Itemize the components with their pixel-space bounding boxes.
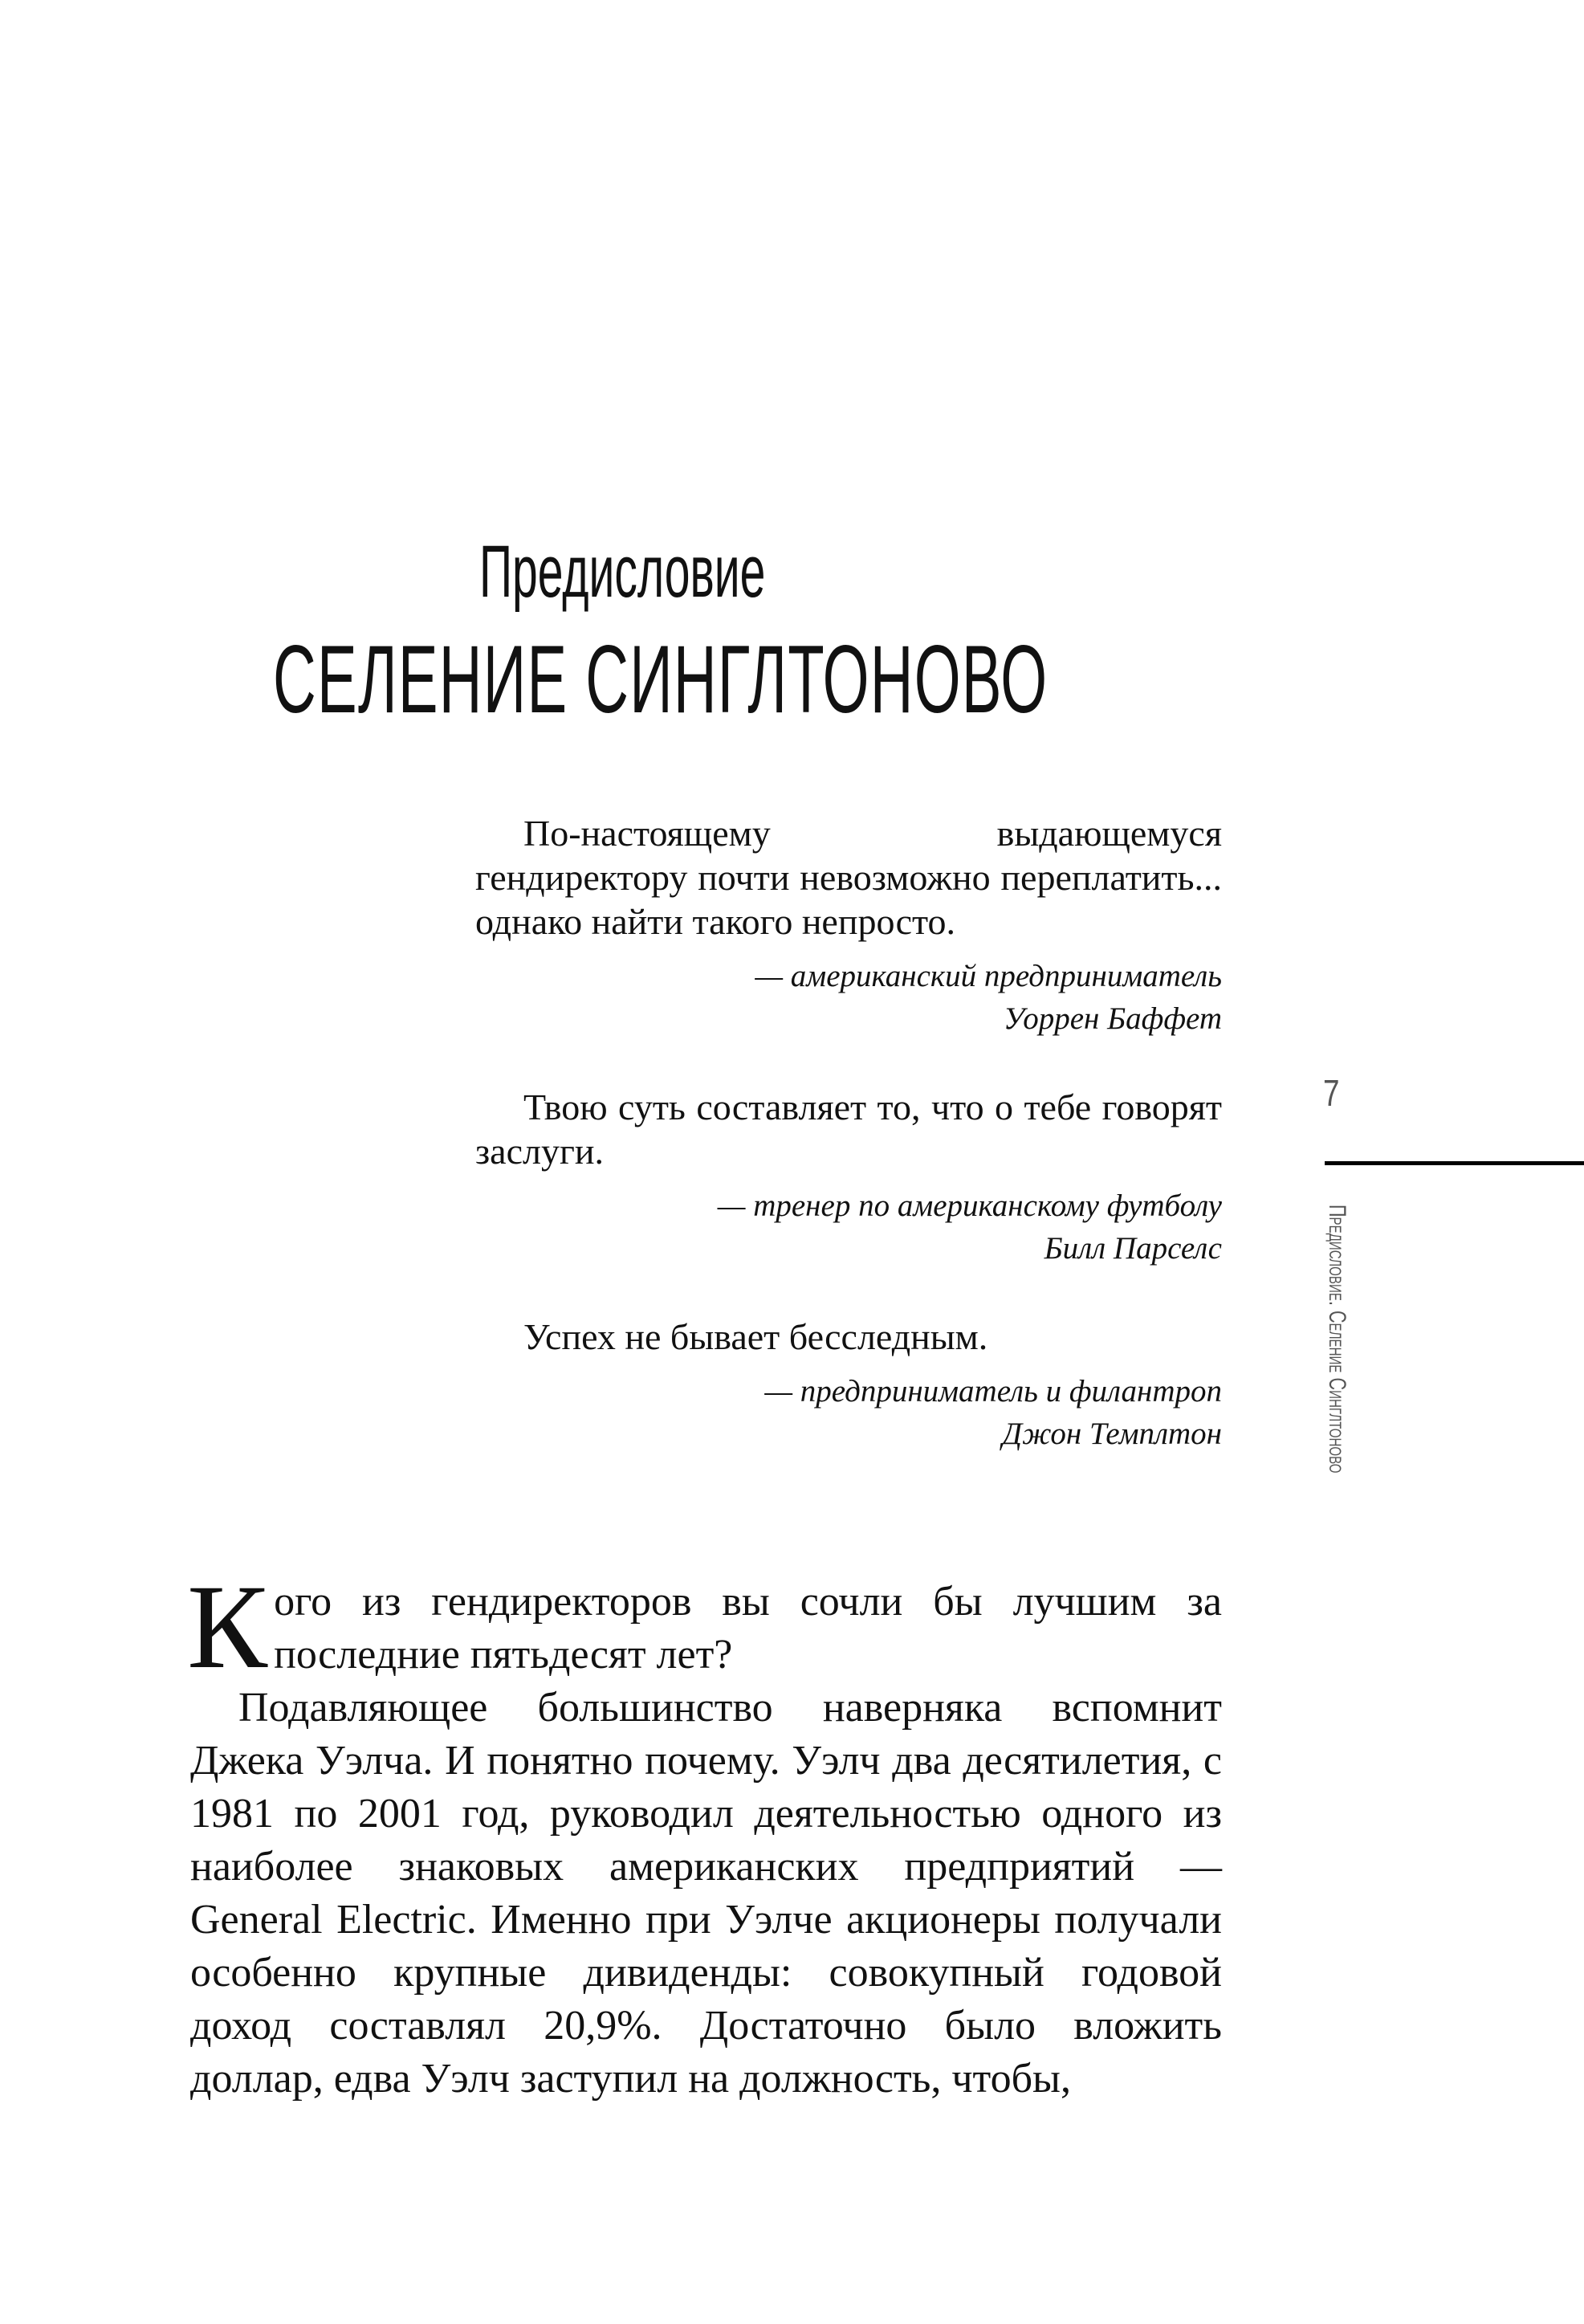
epigraph-attribution	[475, 955, 1222, 1040]
epigraph-text: Твою суть составляет то, что о тебе говорят заслуги.	[475, 1087, 1222, 1172]
body-paragraph	[187, 1560, 1222, 1694]
epigraph	[475, 1315, 1222, 1455]
body-paragraph: Подавляющее большинство наверняка вспомнит Джека Уэлча. И понятно почему. Уэлч два десятилетия, с 1981 по 2001 год, руководил деятельностью одного из наиболее знаковых американских предприятий — General Electric. Именно при Уэлче акционеры получали особенно крупные дивиденды: совокупный годовой доход составлял 20,9%. Достаточно было вложить доллар, едва Уэлч заступил на должность, чтобы,	[190, 1685, 1222, 2102]
body-text	[187, 1560, 1222, 2106]
epigraph-text: Успех не бывает бесследным.	[523, 1316, 988, 1357]
attribution-name: Билл Парселс	[1044, 1231, 1222, 1266]
epigraph-text: По-настоящему выдающемуся гендиректору почти невозможно переплатить... однако найти такого непросто.	[475, 813, 1222, 942]
paragraph-text: ого из гендиректоров вы сочли бы лучшим за последние пятьдесят лет?	[274, 1579, 1222, 1678]
running-head-text: Предисловие. Селение Синглтоново	[1324, 1205, 1350, 1474]
attribution-role: — американский предприниматель	[755, 959, 1222, 993]
epigraphs	[475, 811, 1222, 1500]
attribution-name: Уоррен Баффет	[1003, 1001, 1222, 1036]
attribution-role: — тренер по американскому футболу	[717, 1189, 1222, 1223]
page-number: 7	[1323, 1072, 1340, 1114]
epigraph	[475, 811, 1222, 1040]
chapter-kicker: Предисловие	[479, 531, 766, 613]
running-head	[1325, 1205, 1349, 1578]
drop-cap: К	[187, 1560, 268, 1694]
chapter-title: СЕЛЕНИЕ СИНГЛТОНОВО	[273, 626, 1049, 733]
attribution-role: — предприниматель и филантроп	[764, 1374, 1222, 1409]
attribution-name: Джон Темплтон	[1002, 1417, 1222, 1451]
epigraph-attribution	[475, 1184, 1222, 1270]
epigraph-attribution	[475, 1370, 1222, 1455]
margin-rule	[1325, 1161, 1584, 1165]
epigraph	[475, 1085, 1222, 1270]
